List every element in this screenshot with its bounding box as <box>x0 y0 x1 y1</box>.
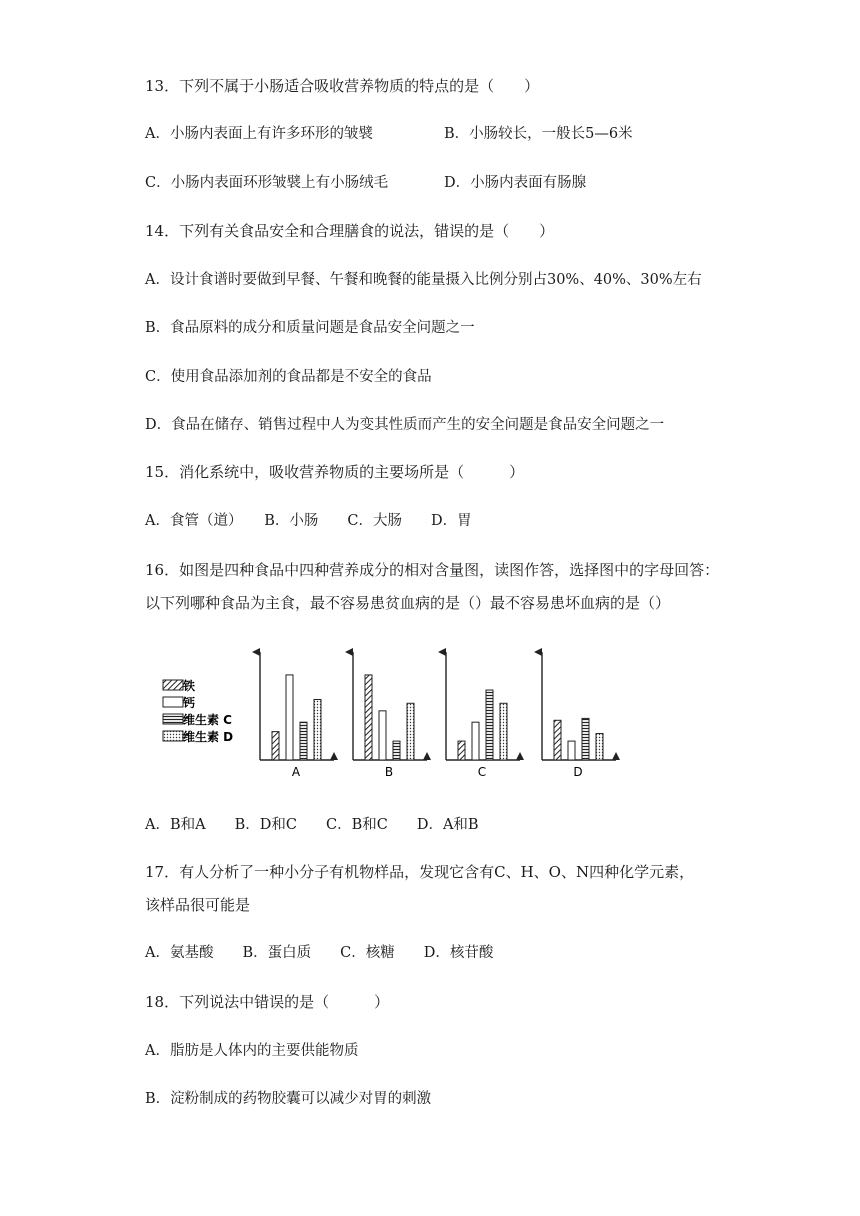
q14-option-c: C．使用食品添加剂的食品都是不安全的食品 <box>145 369 432 385</box>
legend-label-3: 维生素 D <box>183 730 234 744</box>
q13-option-d: D．小肠内表面有肠腺 <box>444 175 587 191</box>
q18-option-b: B．淀粉制成的药物胶囊可以减少对胃的刺激 <box>145 1091 432 1107</box>
category-label-A: A <box>291 765 301 779</box>
q14-option-b: B．食品原料的成分和质量问题是食品安全问题之一 <box>145 320 475 336</box>
legend-swatch-3 <box>163 731 183 741</box>
legend-swatch-0 <box>163 680 183 690</box>
bar-D-0 <box>554 720 561 760</box>
chart-legend <box>163 678 233 744</box>
q15-stem: 15．消化系统中，吸收营养物质的主要场所是（ ） <box>145 463 525 481</box>
bar-B-2 <box>393 741 400 760</box>
category-label-B: B <box>384 765 394 779</box>
chart-panel-B <box>353 652 427 779</box>
bar-A-3 <box>314 699 321 760</box>
legend-swatch-2 <box>163 714 183 724</box>
bar-C-1 <box>472 722 479 760</box>
q14-option-d: D．食品在储存、销售过程中人为变其性质而产生的安全问题是食品安全问题之一 <box>145 417 665 433</box>
chart-panel-A <box>260 652 334 779</box>
nutrient-chart-svg <box>160 646 630 780</box>
bar-C-3 <box>500 703 507 760</box>
category-label-D: D <box>573 765 583 779</box>
bar-D-1 <box>568 741 575 760</box>
bar-A-1 <box>286 675 293 760</box>
q14-stem: 14．下列有关食品安全和合理膳食的说法，错误的是（ ） <box>145 222 555 240</box>
bar-B-0 <box>365 675 372 760</box>
legend-label-2: 维生素 C <box>183 713 232 727</box>
bar-C-2 <box>486 690 493 760</box>
chart-panel-C <box>446 652 520 779</box>
category-label-C: C <box>477 765 487 779</box>
q16-stem-line2: 以下列哪种食品为主食，最不容易患贫血病的是（）最不容易患坏血病的是（） <box>145 594 671 612</box>
bar-D-2 <box>582 718 589 760</box>
q17-options: A．氨基酸 B．蛋白质 C．核糖 D．核苷酸 <box>145 945 494 961</box>
legend-label-1: 钙 <box>183 696 196 710</box>
q13-option-c: C．小肠内表面环形皱襞上有小肠绒毛 <box>145 175 389 191</box>
q16-options: A．B和A B．D和C C．B和C D．A和B <box>145 817 479 833</box>
nutrient-bar-chart <box>160 646 630 780</box>
q13-stem: 13．下列不属于小肠适合吸收营养物质的特点的是（ ） <box>145 77 540 95</box>
bar-A-0 <box>272 732 279 760</box>
q18-option-a: A．脂肪是人体内的主要供能物质 <box>145 1043 359 1059</box>
legend-swatch-1 <box>163 697 183 707</box>
q13-option-b: B．小肠较长，一般长5—6米 <box>444 126 633 142</box>
q16-stem-line1: 16．如图是四种食品中四种营养成分的相对含量图，读图作答，选择图中的字母回答： <box>145 561 720 579</box>
bar-A-2 <box>300 722 307 760</box>
bar-B-1 <box>379 711 386 760</box>
q17-stem-line1: 17．有人分析了一种小分子有机物样品，发现它含有C、H、O、N四种化学元素， <box>145 863 695 881</box>
q18-stem: 18．下列说法中错误的是（ ） <box>145 993 390 1011</box>
q13-option-a: A．小肠内表面上有许多环形的皱襞 <box>145 126 373 142</box>
chart-panel-D <box>542 652 616 779</box>
bar-C-0 <box>458 741 465 760</box>
bar-B-3 <box>407 703 414 760</box>
q17-stem-line2: 该样品很可能是 <box>145 896 251 914</box>
legend-label-0: 铁 <box>183 679 196 693</box>
q15-options: A．食管（道） B．小肠 C．大肠 D．胃 <box>145 513 472 529</box>
bar-D-3 <box>596 734 603 760</box>
chart-panels <box>260 652 616 779</box>
q14-option-a: A．设计食谱时要做到早餐、午餐和晚餐的能量摄入比例分别占30%、40%、30%左右 <box>145 272 702 288</box>
